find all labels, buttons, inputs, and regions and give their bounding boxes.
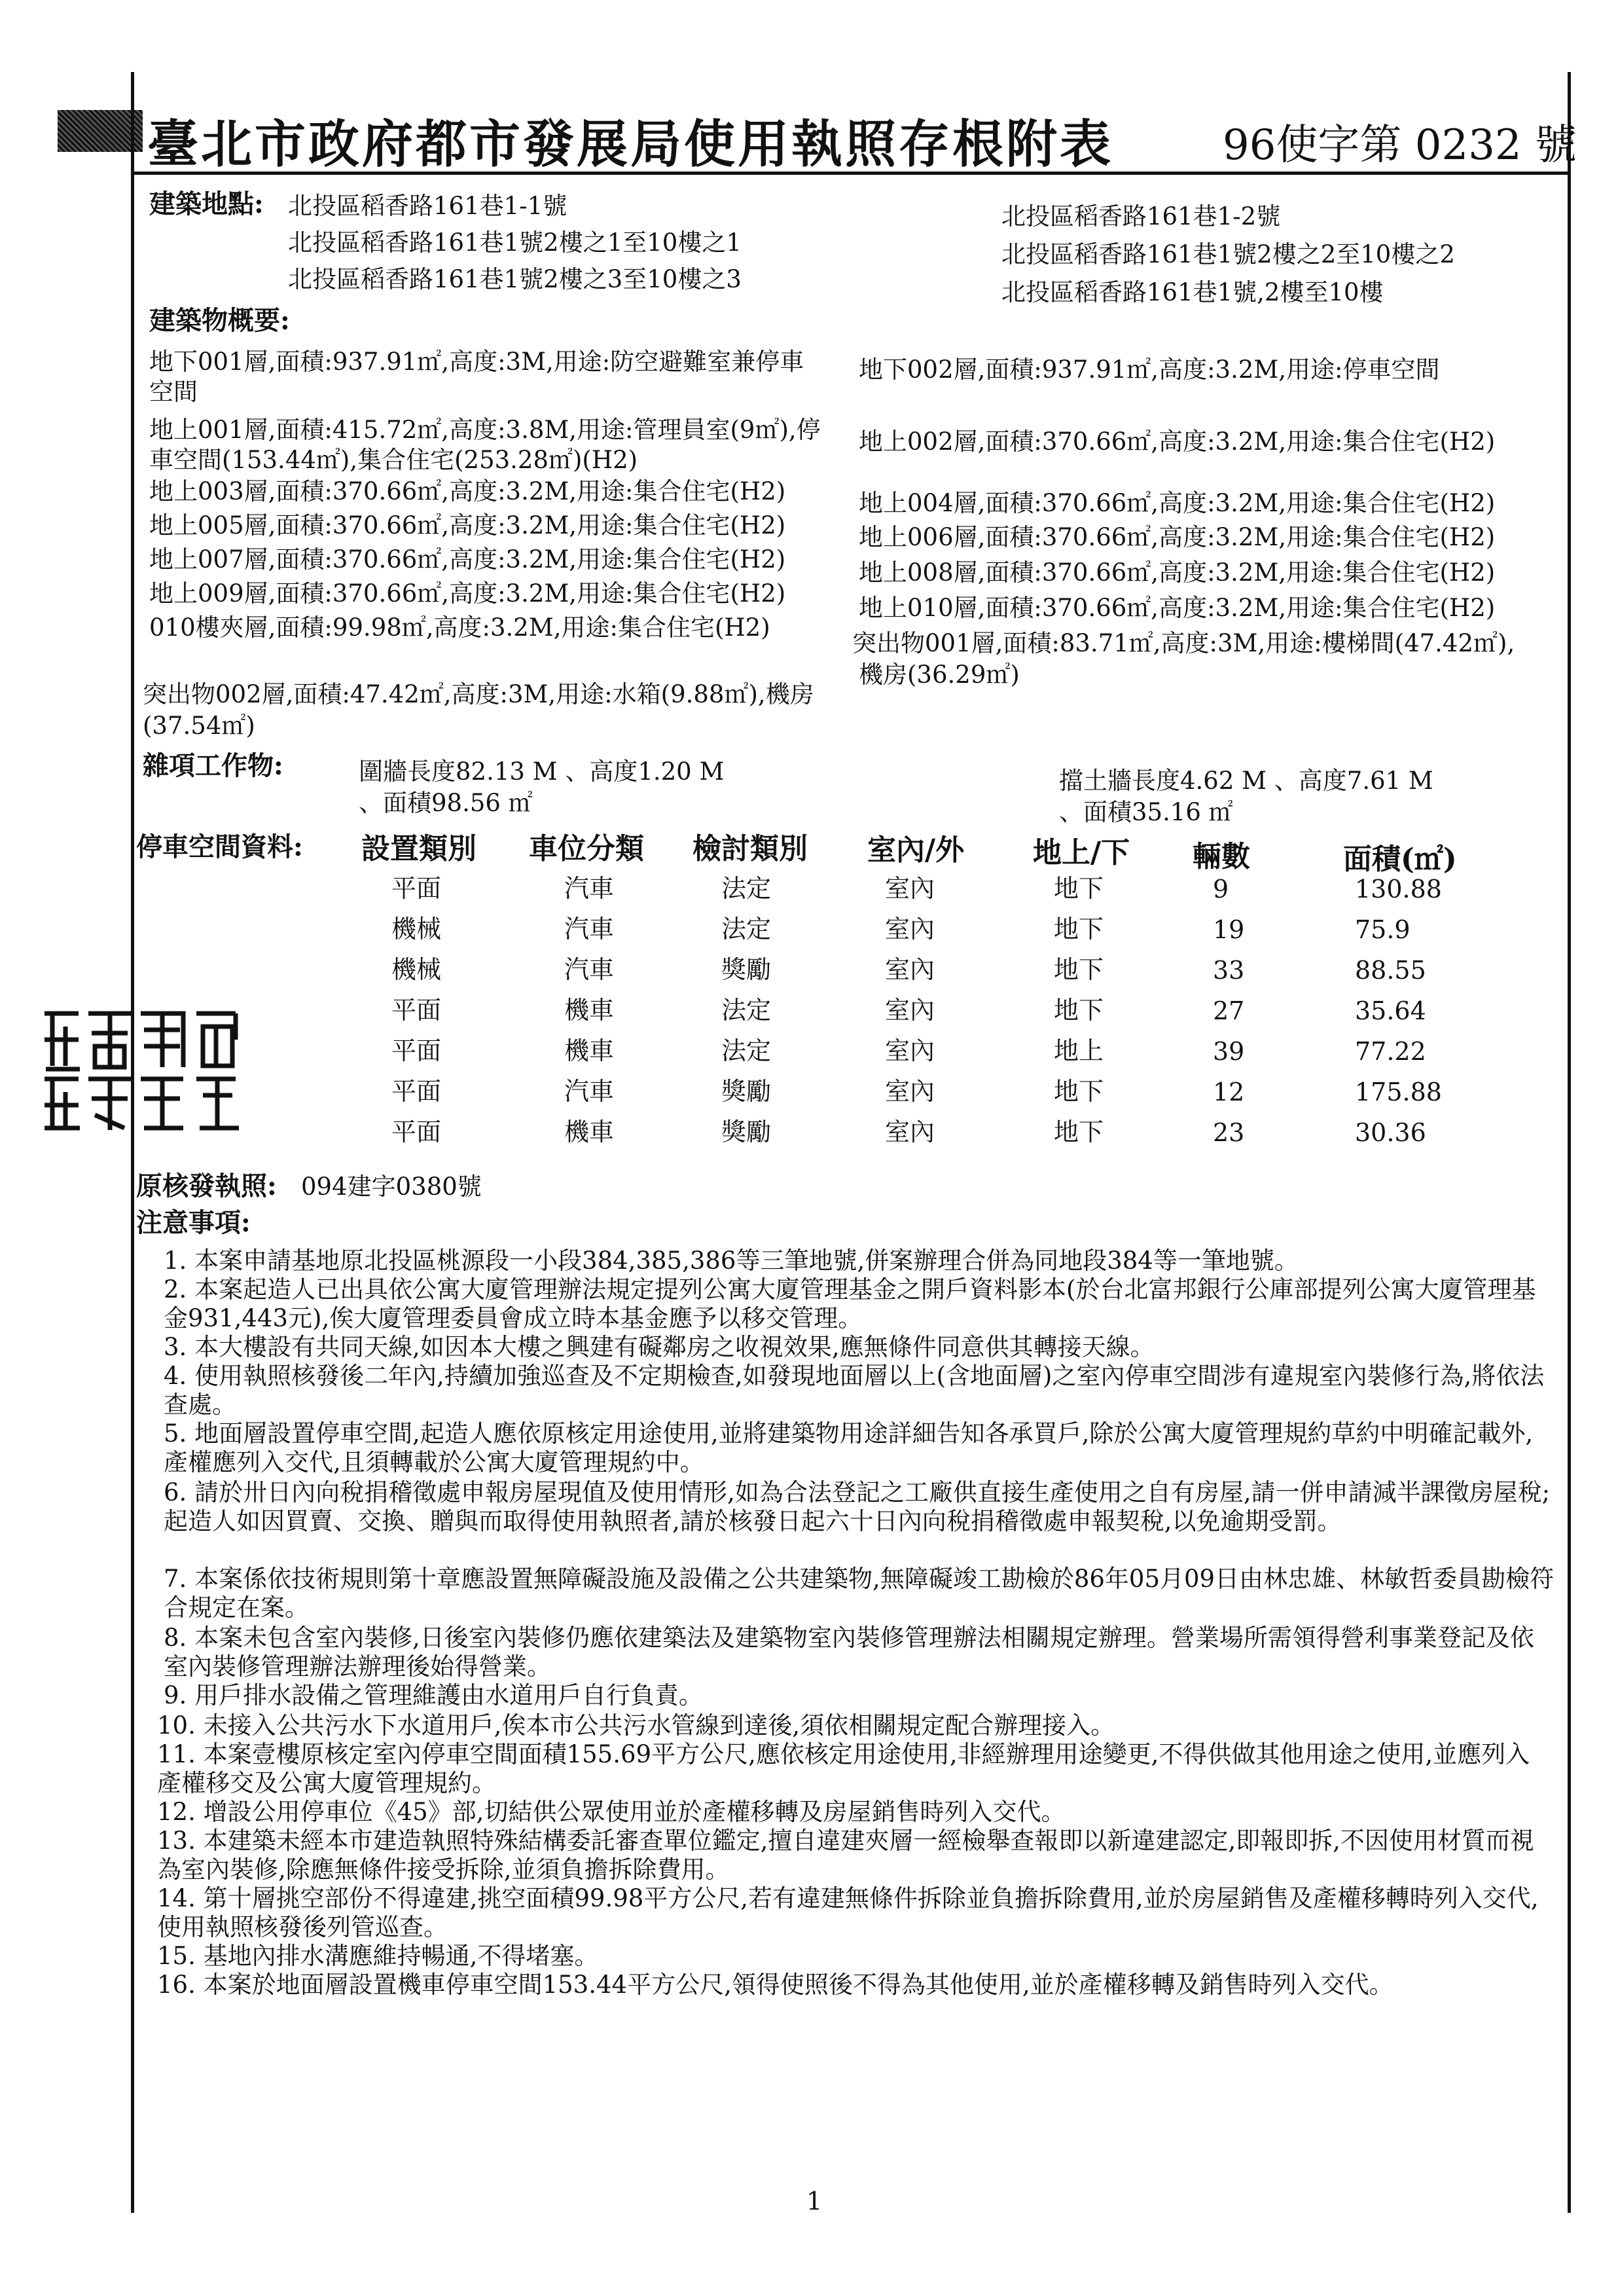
note-item: 12. 增設公用停車位《45》部,切結供公眾使用並於產權移轉及房屋銷售時列入交代。 [157,1798,1066,1826]
parking-cell: 汽車 [564,915,615,943]
overview-f6: 地上006層,面積:370.66㎡,高度:3.2M,用途:集合住宅(H2) [859,523,1496,551]
misc-wall-line1: 圍牆長度82.13 M 、高度1.20 M [359,757,725,786]
parking-cell: 23 [1213,1118,1245,1147]
note-item: 14. 第十層挑空部份不得違建,挑空面積99.98平方公尺,若有違建無條件拆除並負擔拆除費用,並於房屋銷售及產權移轉時列入交代,使用執照核發後列管巡查。 [157,1884,1539,1941]
parking-cell: 75.9 [1355,915,1411,944]
parking-cell: 獎勵 [721,955,772,984]
parking-cell: 88.55 [1355,956,1426,985]
overview-b1-line1: 地下001層,面積:937.91㎡,高度:3M,用途:防空避難室兼停車 [149,348,804,376]
overview-label: 建築物概要: [149,305,290,336]
parking-cell: 地下 [1054,915,1104,943]
overview-f5: 地上005層,面積:370.66㎡,高度:3.2M,用途:集合住宅(H2) [149,511,786,539]
note-item: 8. 本案未包含室內裝修,日後室內裝修仍應依建築法及建築物室內裝修管理辦法相關規定辦理。營業場所需領得營利事業登記及依室內裝修管理辦法辦理後始得營業。 [164,1624,1534,1681]
misc-retaining-line1: 擋土牆長度4.62 M 、高度7.61 M [1059,767,1433,795]
parking-cell: 汽車 [564,874,615,903]
parking-cell: 地下 [1054,996,1104,1025]
parking-cell: 室內 [885,1118,935,1146]
parking-cell: 30.36 [1355,1118,1426,1147]
parking-cell: 9 [1213,875,1229,903]
note-item: 1. 本案申請基地原北投區桃源段一小段384,385,386等三筆地號,併案辦理合併為同地段384等一筆地號。 [164,1247,1299,1275]
parking-header-area: 面積(㎡) [1343,843,1457,876]
parking-cell: 機械 [391,915,442,943]
overview-b1-line2: 空間 [149,378,198,406]
overview-f3: 地上003層,面積:370.66㎡,高度:3.2M,用途:集合住宅(H2) [149,477,786,505]
page-number: 1 [806,2187,823,2215]
original-permit-number: 094建字0380號 [301,1173,482,1201]
parking-cell: 室內 [885,996,935,1025]
parking-cell: 27 [1213,996,1245,1025]
note-item: 6. 請於卅日內向稅捐稽徵處申報房屋現值及使用情形,如為合法登記之工廠供直接生產使用之自有房屋,請一併申請減半課徵房屋稅;起造人如因買賣、交換、贈與而取得使用執照者,請於核發日起六十日內向稅捐稽徵處申報契稅,以免逾期受罰。 [164,1478,1551,1535]
parking-cell: 機車 [564,1118,615,1146]
margin-scan-mark [58,110,143,152]
parking-cell: 地上 [1054,1036,1104,1065]
overview-f1-line2: 車空間(153.44㎡),集合住宅(253.28㎡)(H2) [149,446,638,474]
parking-cell: 19 [1213,915,1245,944]
parking-cell: 77.22 [1355,1037,1426,1066]
overview-b2: 地下002層,面積:937.91㎡,高度:3.2M,用途:停車空間 [859,355,1440,384]
misc-wall-line2: 、面積98.56 ㎡ [359,789,533,817]
overview-f8: 地上008層,面積:370.66㎡,高度:3.2M,用途:集合住宅(H2) [859,558,1496,587]
parking-cell: 33 [1213,956,1245,985]
parking-cell: 汽車 [564,1077,615,1106]
parking-cell: 法定 [721,874,772,903]
site-left-2: 北投區稻香路161巷1號2樓之1至10樓之1 [288,228,742,257]
parking-cell: 平面 [391,1077,442,1106]
parking-cell: 175.88 [1355,1078,1442,1106]
overview-mezzanine: 010樓夾層,面積:99.98㎡,高度:3.2M,用途:集合住宅(H2) [149,613,770,642]
overview-f1-line1: 地上001層,面積:415.72㎡,高度:3.8M,用途:管理員室(9㎡),停 [149,416,821,444]
parking-cell: 12 [1213,1078,1245,1106]
overview-f10: 地上010層,面積:370.66㎡,高度:3.2M,用途:集合住宅(H2) [859,594,1496,622]
parking-header-setup: 設置類別 [361,832,476,866]
note-item: 4. 使用執照核發後二年內,持續加強巡查及不定期檢查,如發現地面層以上(含地面層)之室內停車空間涉有違規室內裝修行為,將依法查處。 [164,1362,1545,1419]
parking-cell: 室內 [885,915,935,943]
site-left-1: 北投區稻香路161巷1-1號 [288,192,567,220]
misc-retaining-line2: 、面積35.16 ㎡ [1059,798,1233,826]
site-right-3: 北投區稻香路161巷1號,2樓至10樓 [1001,278,1384,306]
parking-cell: 平面 [391,996,442,1025]
parking-cell: 獎勵 [721,1077,772,1106]
parking-cell: 地下 [1054,874,1104,903]
parking-cell: 機械 [391,955,442,984]
parking-header-class: 車位分類 [529,832,644,866]
overview-f4: 地上004層,面積:370.66㎡,高度:3.2M,用途:集合住宅(H2) [859,489,1496,517]
note-item: 15. 基地內排水溝應維持暢通,不得堵塞。 [157,1942,599,1970]
note-item: 10. 未接入公共污水下水道用戶,俟本市公共污水管線到達後,須依相關規定配合辦理接入。 [157,1711,1115,1740]
parking-cell: 39 [1213,1037,1245,1066]
overview-f9: 地上009層,面積:370.66㎡,高度:3.2M,用途:集合住宅(H2) [149,579,786,608]
parking-cell: 130.88 [1355,875,1442,903]
document-number: 96使字第 0232 號 [1223,121,1577,170]
note-item: 5. 地面層設置停車空間,起造人應依原核定用途使用,並將建築物用途詳細告知各承買戶,除於公寓大廈管理規約草約中明確記載外,產權應列入交代,且須轉載於公寓大廈管理規約中。 [164,1419,1534,1476]
misc-label: 雜項工作物: [143,750,283,781]
parking-cell: 平面 [391,1036,442,1065]
note-item: 11. 本案壹樓原核定室內停車空間面積155.69平方公尺,應依核定用途使用,非經辦理用途變更,不得供做其他用途之使用,並應列入產權移交及公寓大廈管理規約。 [157,1740,1530,1797]
parking-cell: 室內 [885,874,935,903]
parking-header-review: 檢討類別 [692,832,808,866]
parking-cell: 35.64 [1355,996,1426,1025]
parking-label: 停車空間資料: [136,831,303,862]
parking-cell: 法定 [721,996,772,1025]
seal-icon [39,1007,262,1134]
parking-cell: 汽車 [564,955,615,984]
document-title: 臺北市政府都市發展局使用執照存根附表 [147,115,1114,174]
note-item: 16. 本案於地面層設置機車停車空間153.44平方公尺,領得使照後不得為其他使用,並於產權移轉及銷售時列入交代。 [157,1971,1393,1999]
parking-cell: 機車 [564,996,615,1025]
overview-roof1-line2: 機房(36.29㎡) [859,661,1020,689]
parking-header-indoor: 室內/外 [867,833,965,867]
site-right-2: 北投區稻香路161巷1號2樓之2至10樓之2 [1001,240,1455,268]
overview-f7: 地上007層,面積:370.66㎡,高度:3.2M,用途:集合住宅(H2) [149,545,786,574]
parking-cell: 平面 [391,874,442,903]
parking-cell: 地下 [1054,1118,1104,1146]
overview-roof2-line2: (37.54㎡) [143,712,255,740]
overview-roof2-line1: 突出物002層,面積:47.42㎡,高度:3M,用途:水箱(9.88㎡),機房 [143,680,814,708]
parking-cell: 法定 [721,915,772,943]
note-item: 2. 本案起造人已出具依公寓大廈管理辦法規定提列公寓大廈管理基金之開戶資料影本(於台北富邦銀行公庫部提列公寓大廈管理基金931,443元),俟大廈管理委員會成立時本基金應予以移交管理。 [164,1275,1536,1332]
parking-cell: 平面 [391,1118,442,1146]
parking-cell: 室內 [885,1036,935,1065]
overview-roof1-line1: 突出物001層,面積:83.71㎡,高度:3M,用途:樓梯間(47.42㎡), [852,629,1515,657]
parking-cell: 法定 [721,1036,772,1065]
original-permit-label: 原核發執照: [136,1171,277,1201]
note-item: 9. 用戶排水設備之管理維護由水道用戶自行負責。 [164,1681,704,1709]
note-item: 3. 本大樓設有共同天線,如因本大樓之興建有礙鄰房之收視效果,應無條件同意供其轉接天線。 [164,1333,1155,1361]
notes-label: 注意事項: [136,1207,251,1238]
official-seal [39,1007,262,1134]
parking-cell: 室內 [885,955,935,984]
parking-header-count: 輛數 [1193,840,1250,873]
parking-cell: 室內 [885,1077,935,1106]
note-item: 13. 本建築未經本市建造執照特殊結構委託審查單位鑑定,擅自違建夾層一經檢舉查報即以新違建認定,即報即拆,不因使用材質而視為室內裝修,除應無條件接受拆除,並須負擔拆除費用。 [157,1827,1534,1884]
site-label: 建築地點: [149,189,264,219]
parking-cell: 獎勵 [721,1118,772,1146]
site-right-1: 北投區稻香路161巷1-2號 [1001,202,1281,230]
parking-cell: 機車 [564,1036,615,1065]
site-left-3: 北投區稻香路161巷1號2樓之3至10樓之3 [288,265,742,293]
note-item: 7. 本案係依技術規則第十章應設置無障礙設施及設備之公共建築物,無障礙竣工勘檢於86年05月09日由林忠雄、林敏哲委員勘檢符合規定在案。 [164,1565,1555,1622]
parking-header-level: 地上/下 [1033,836,1130,869]
overview-f2: 地上002層,面積:370.66㎡,高度:3.2M,用途:集合住宅(H2) [859,428,1496,456]
parking-cell: 地下 [1054,1077,1104,1106]
parking-cell: 地下 [1054,955,1104,984]
